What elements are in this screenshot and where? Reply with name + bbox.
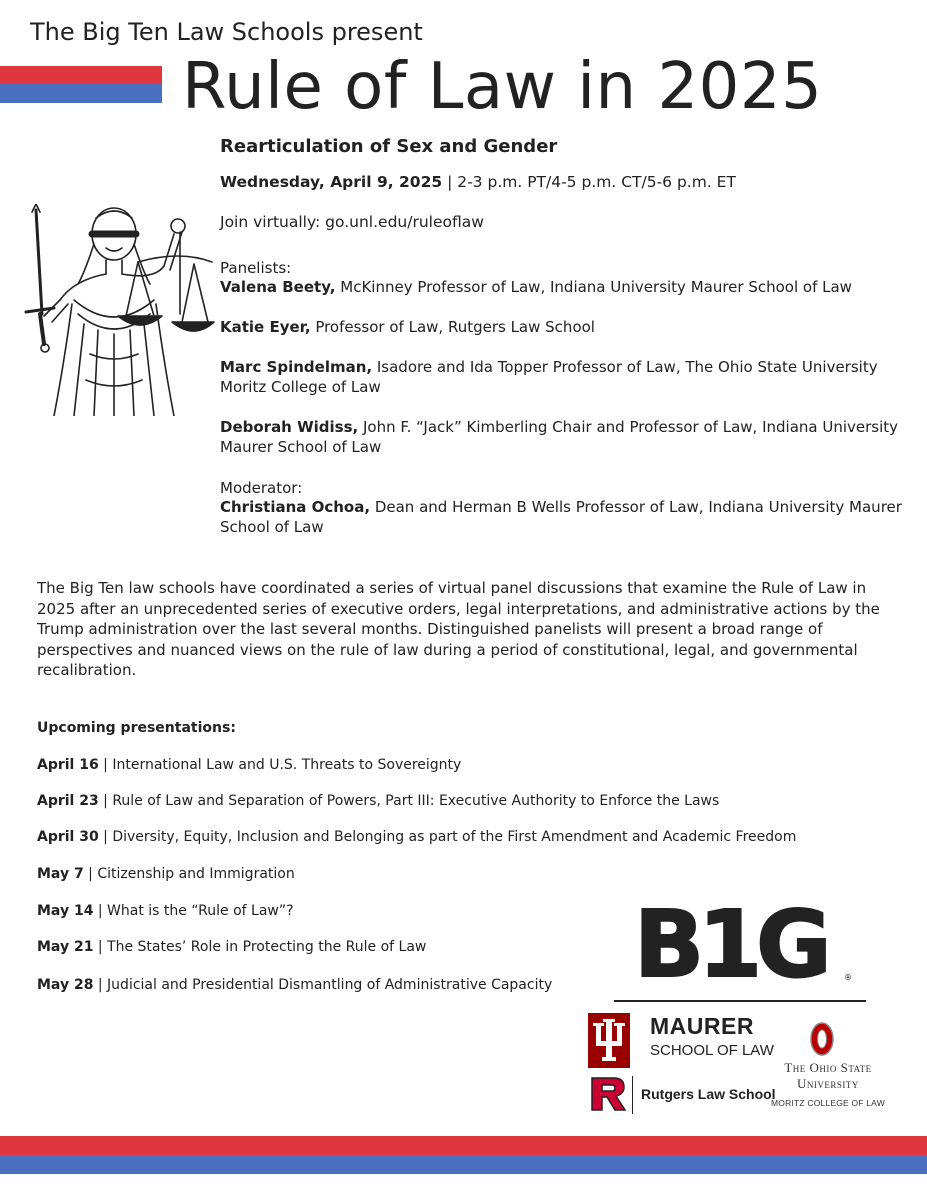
maurer-wordmark: MAURER [650,1013,754,1039]
event-date-day: Wednesday, April 9, 2025 [220,173,443,191]
presentation-topic: | International Law and U.S. Threats to Sovereignty [98,757,462,773]
header-band-blue [0,84,162,103]
presentation-topic: | What is the “Rule of Law”? [93,903,294,919]
osu-line3: MORITZ COLLEGE OF LAW [771,1098,885,1108]
presentation-date: May 14 [37,903,94,919]
big-ten-logo [632,896,852,988]
panelist-name: Valena Beety, [220,278,336,296]
rutgers-r-icon [588,1074,628,1114]
panelist-title: Professor of Law, Rutgers Law School [310,318,595,336]
maurer-subtitle: SCHOOL OF LAW [650,1042,774,1059]
osu-line2: University [797,1076,859,1091]
event-date [220,173,736,191]
panelist-item [220,277,920,297]
presentation-item [37,757,461,773]
presentation-date: April 30 [37,829,99,845]
header-kicker: The Big Ten Law Schools present [30,18,423,46]
moderator-title: Dean and Herman B Wells Professor of Law, Indiana University Maurer School of Law [220,498,902,536]
presentation-topic: | Citizenship and Immigration [83,866,295,882]
presentation-topic: | Rule of Law and Separation of Powers, Part III: Executive Authority to Enforce the Laws [98,793,720,809]
event-title: Rearticulation of Sex and Gender [220,136,558,157]
presentation-item [37,866,295,882]
presentation-date: May 28 [37,977,94,993]
upcoming-heading: Upcoming presentations: [37,720,236,736]
panelist-item [220,317,920,337]
osu-line1: The Ohio State [784,1060,872,1075]
osu-logo-text [768,1060,888,1108]
presentation-item [37,977,552,993]
join-link[interactable]: Join virtually: go.unl.edu/ruleoflaw [220,213,484,231]
maurer-logo-text [650,1013,774,1059]
panelist-title: McKinney Professor of Law, Indiana University Maurer School of Law [335,278,852,296]
presentation-item [37,903,294,919]
logo-divider [614,1000,866,1002]
presentation-topic: | Judicial and Presidential Dismantling of Administrative Capacity [93,977,553,993]
footer-band-blue [0,1155,927,1174]
panelist-title: John F. “Jack” Kimberling Chair and Professor of Law, Indiana University Maurer School of Law [220,418,899,456]
moderator-name: Christiana Ochoa, [220,498,371,516]
footer-band-red [0,1136,927,1155]
presentation-date: April 16 [37,757,99,773]
panelist-item [220,357,920,397]
panelist-name: Katie Eyer, [220,318,311,336]
moderator-heading: Moderator: [220,479,303,497]
presentation-date: May 7 [37,866,84,882]
header-band-red [0,66,162,84]
panelist-title: Isadore and Ida Topper Professor of Law, The Ohio State University Moritz College of Law [220,358,878,396]
panelist-name: Deborah Widiss, [220,418,359,436]
presentation-date: May 21 [37,939,94,955]
presentation-item [37,939,426,955]
osu-block-o-icon [810,1022,834,1056]
panelist-item [220,417,920,457]
presentation-item [37,829,796,845]
big-ten-wordmark: B1G [634,896,826,988]
rutgers-wordmark: Rutgers Law School [641,1086,776,1102]
series-description: The Big Ten law schools have coordinated a series of virtual panel discussions that examine the Rule of Law in 2025 after an unprecedented series of executive orders, legal interpretations, and administrative actions by the Trump administration over the last several months. Distinguished panelists will present a broad range of perspectives and nuanced views on the rule of law during a period of constitutional, legal, and governmental recalibration. [37,579,880,679]
presentation-date: April 23 [37,793,99,809]
panelists-heading: Panelists: [220,259,292,277]
presentation-topic: | Diversity, Equity, Inclusion and Belonging as part of the First Amendment and Academic Freedom [98,829,797,845]
moderator-item [220,497,920,537]
presentation-item [37,793,719,809]
rutgers-separator [632,1076,633,1114]
presentation-topic: | The States’ Role in Protecting the Rule of Law [93,939,427,955]
page-title: Rule of Law in 2025 [182,50,823,124]
svg-text:®: ® [844,973,852,982]
lady-justice-illustration [14,204,216,416]
iu-trident-icon [588,1013,630,1068]
event-date-times: | 2-3 p.m. PT/4-5 p.m. CT/5-6 p.m. ET [442,173,736,191]
panelist-name: Marc Spindelman, [220,358,373,376]
